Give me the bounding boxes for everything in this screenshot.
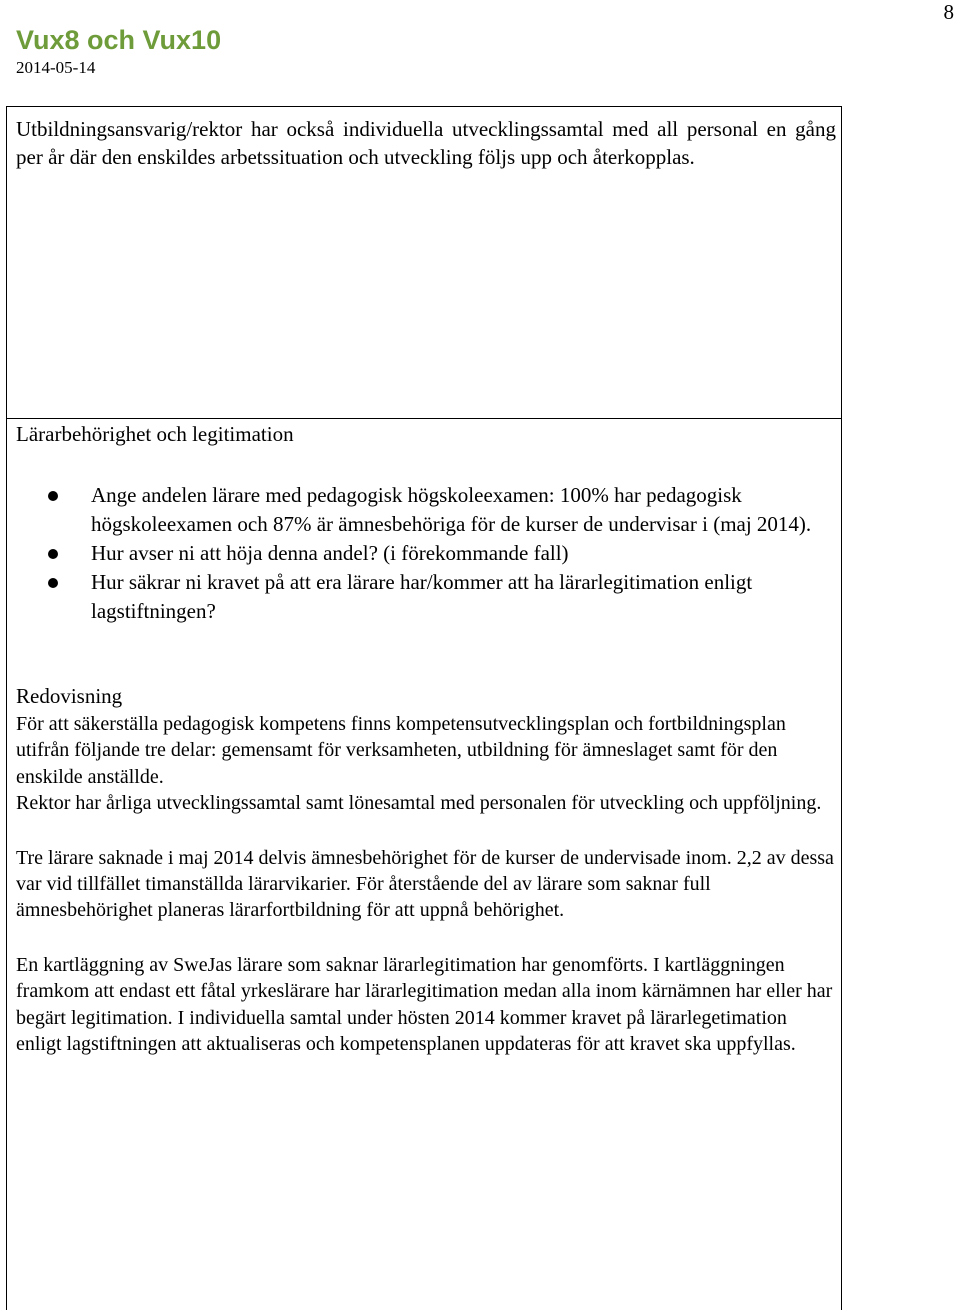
paragraph: Tre lärare saknade i maj 2014 delvis ämnesbehörighet för de kurser de undervisade inom. 2,2 av dessa var vid tillfället timanställda lärarvikarier. För återstående del av lärare som saknar full ämnesbehörighet planeras lärarfortbildning för att uppnå behörighet. bbox=[16, 846, 834, 922]
top-text-box bbox=[6, 106, 842, 419]
bullet-icon bbox=[48, 491, 58, 501]
teacher-qualification-section bbox=[6, 418, 842, 1310]
document-title: Vux8 och Vux10 bbox=[16, 25, 222, 55]
page-number: 8 bbox=[943, 0, 954, 24]
redovisning-label: Redovisning bbox=[16, 684, 123, 708]
paragraph: För att säkerställa pedagogisk kompetens finns kompetensutvecklingsplan och fortbildningsplan utifrån följande tre delar: gemensamt för verksamheten, utbildning för ämneslaget samt för den enskilde anställde. bbox=[16, 713, 786, 788]
document-date: 2014-05-14 bbox=[16, 58, 96, 77]
bullet-icon bbox=[48, 578, 58, 588]
list-item bbox=[16, 568, 836, 626]
list-item bbox=[16, 481, 836, 539]
paragraph: Rektor har årliga utvecklingssamtal samt lönesamtal med personalen för utveckling och uppföljning. bbox=[16, 792, 822, 815]
bullet-icon bbox=[48, 549, 58, 559]
top-box-paragraph: Utbildningsansvarig/rektor har också individuella utvecklingssamtal med all personal en gång per år där den enskildes arbetssituation och utveckling följs upp och återkopplas. bbox=[16, 117, 836, 169]
bullet-text: Hur avser ni att höja denna andel? (i förekommande fall) bbox=[91, 541, 569, 565]
bullet-text: Ange andelen lärare med pedagogisk högskoleexamen: 100% har pedagogisk högskoleexamen och 87% är ämnesbehöriga för de kurser de undervisar i (maj 2014). bbox=[91, 483, 812, 536]
section-heading: Lärarbehörighet och legitimation bbox=[16, 422, 294, 446]
question-list bbox=[16, 481, 836, 626]
redovisning-body bbox=[16, 681, 836, 1057]
bullet-text: Hur säkrar ni kravet på att era lärare har/kommer att ha lärarlegitimation enligt lagstiftningen? bbox=[91, 570, 753, 623]
list-item bbox=[16, 539, 836, 568]
paragraph: En kartläggning av SweJas lärare som saknar lärarlegitimation har genomförts. I kartläggningen framkom att endast ett fåtal yrkeslärare har lärarlegitimation medan alla inom kärnämnen har eller har begärt legitimation. I individuella samtal under hösten 2014 kommer kravet på lärarlegetimation enligt lagstiftningen att aktualiseras och kompetensplanen uppdateras för att kravet ska uppfyllas. bbox=[16, 953, 833, 1056]
